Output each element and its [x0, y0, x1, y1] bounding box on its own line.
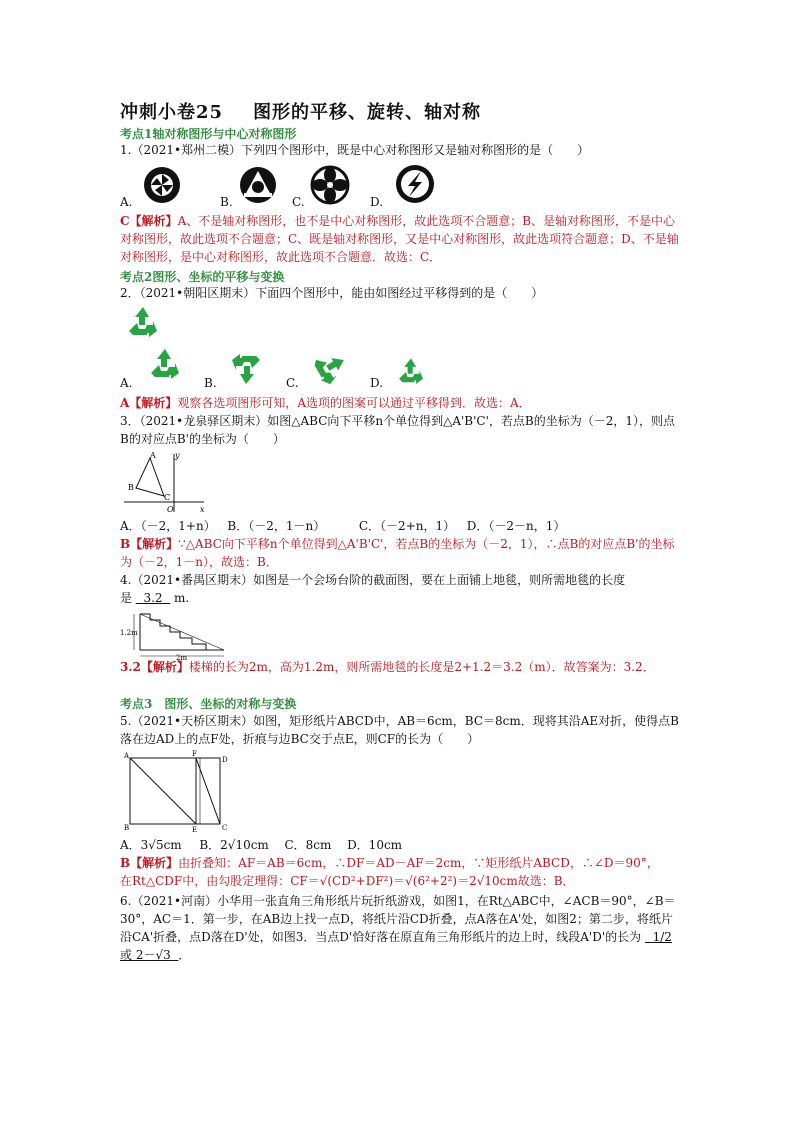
q5-answer-label: B【解析】	[120, 856, 179, 870]
q5-point-b: B	[124, 824, 130, 832]
q5-answer-line-2: 在Rt△CDF中，由勾股定理得：CF＝√(CD²+DF²)＝√(6²+2²)＝2√10cm故选：B．	[120, 874, 575, 888]
q5-point-e: E	[192, 826, 198, 834]
question-3-stem: 3．（2021•龙泉驿区期末）如图△ABC向下平移n个单位得到△A'B'C'，若点B的坐标为（－2，1），则点B的对应点B'的坐标为（ ）	[120, 414, 675, 446]
q5-option-d: D．10cm	[347, 838, 403, 852]
q1-answer-label: C【解析】	[120, 214, 178, 228]
q3-answer-text: ∵△ABC向下平移n个单位得到△A'B'C'，若点B的坐标为（－2，1），∴点B的对应点B'的坐标为（－2，1－n），故选：B．	[120, 537, 675, 569]
question-1-stem: 1.（2021•郑州二模）下列四个图形中，既是中心对称图形又是轴对称图形的是（ ）	[120, 143, 590, 157]
q2-option-c-label: C.	[286, 376, 299, 390]
q5-point-f: F	[192, 750, 197, 758]
q4-answer-text: 楼梯的长为2m，高为1.2m，则所需地毯的长度是2+1.2＝3.2（m）．故答案为：3.2．	[188, 660, 655, 674]
question-5-answer	[120, 854, 680, 890]
q2-original-figure	[129, 307, 157, 337]
q1-option-d-label: D.	[370, 195, 384, 209]
question-4-stem	[120, 571, 680, 607]
q2-option-c-figure	[311, 348, 351, 387]
q4-width-label: 2m	[176, 654, 188, 662]
q3-point-c: C	[164, 493, 171, 502]
q5-point-a: A	[124, 752, 130, 760]
q2-option-b-label: B.	[204, 376, 217, 390]
q3-option-c: C．（－2+n，1）	[358, 519, 456, 533]
q6-stem-text: 6.（2021•河南）小华用一张直角三角形纸片玩折纸游戏，如图1，在Rt△ABC中，∠ACB＝90°，∠B＝30°，AC＝1．第一步，在AB边上找一点D，将纸片沿CD折叠，点A落在A'处，如图2；第二步，将纸片沿CA'折叠，点D落在D'处，如图3．当点D'恰好落在原直角三角形纸片的边上时，线段A'D'的长为	[120, 894, 676, 944]
q6-blank-value: 1/2 或 2－√3	[120, 930, 672, 962]
q2-option-d-label: D.	[370, 376, 384, 390]
q4-answer-label: 3.2【解析】	[120, 660, 189, 674]
q5-option-c: C．8cm	[284, 838, 332, 852]
q1-answer-text: A、不是轴对称图形，也不是中心对称图形，故此选项不合题意；B、是轴对称图形，不是中心对称图形，故此选项不合题意；C、既是轴对称图形，又是中心对称图形，故此选项符合题意；D、不是轴对称图形，是中心对称图形，故此选项不合题意．故选：C．	[120, 214, 679, 264]
question-4-answer	[120, 658, 680, 676]
q3-option-d: D．（－2－n，1）	[466, 519, 566, 533]
q4-blank-value: 3.2	[143, 591, 163, 605]
q2-option-a-label: A.	[120, 376, 133, 390]
q5-answer-line-1: 由折叠知：AF＝AB＝6cm，∴DF＝AD－AF＝2cm，∵矩形纸片ABCD，∴∠D＝90°，	[178, 856, 659, 870]
question-5-stem: 5.（2021•天桥区期末）如图，矩形纸片ABCD中，AB＝6cm，BC＝8cm．现将其沿AE对折，使得点B落在边AD上的点F处，折痕与边BC交于点E，则CF的长为（ ）	[120, 714, 679, 746]
q3-origin: O	[167, 505, 174, 514]
q2-option-d-figure	[399, 358, 423, 384]
question-5-options	[120, 836, 680, 853]
q2-answer-label: A【解析】	[120, 396, 178, 410]
question-3-answer	[120, 535, 680, 571]
section-heading-3: 考点3 图形、坐标的对称与变换	[120, 697, 297, 711]
q5-figure	[120, 752, 230, 832]
section-heading-2: 考点2图形、坐标的平移与变换	[120, 270, 285, 284]
q2-option-a-figure	[151, 349, 179, 379]
paper-label: 冲刺小卷25	[120, 102, 224, 123]
q3-axis-y: y	[175, 451, 180, 460]
question-2-answer	[120, 394, 680, 412]
q3-axis-x: x	[200, 505, 205, 514]
q1-option-c-label: C.	[292, 195, 305, 209]
q3-figure	[120, 450, 210, 516]
q3-point-a: A	[150, 451, 156, 460]
question-2-stem: 2．（2021•朝阳区期末）下面四个图形中，能由如图经过平移得到的是（ ）	[120, 286, 544, 300]
q3-option-b: B．（－2，1－n）	[227, 519, 326, 533]
q4-stem-text: 4.（2021•番禺区期末）如图是一个会场台阶的截面图，要在上面铺上地毯，则所需地毯的长度是	[120, 573, 626, 605]
question-3-options	[120, 517, 680, 534]
q4-height-label: 1.2m	[120, 629, 138, 637]
q4-figure	[120, 610, 230, 660]
q3-option-a: A．（－2，1+n）	[120, 519, 216, 533]
q5-option-b: B．2√10cm	[199, 838, 269, 852]
q3-answer-label: B【解析】	[120, 537, 179, 551]
q4-blank	[136, 591, 170, 605]
q4-stem-unit: m.	[174, 591, 190, 605]
question-6-stem: 6.（2021•河南）小华用一张直角三角形纸片玩折纸游戏，如图1，在Rt△ABC中，∠ACB＝90°，∠B＝30°，AC＝1．第一步，在AB边上找一点D，将纸片沿CD折叠，点A落在A'处，如图2；第二步，将纸片沿CA'折叠，点D落在D'处，如图3．当点D'恰好落在原直角三角形纸片的边上时，线段A'D'的长为 1/2 或 2－√3 ．	[120, 894, 676, 962]
q2-option-b-figure	[232, 354, 260, 384]
q5-option-a: A．3√5cm	[120, 838, 182, 852]
section-heading-1: 考点1轴对称图形与中心对称图形	[120, 127, 297, 141]
q3-point-b: B	[128, 483, 134, 492]
q1-option-a-label: A.	[120, 195, 133, 209]
q5-point-c: C	[222, 824, 228, 832]
q1-option-b-label: B.	[220, 195, 233, 209]
q5-point-d: D	[222, 756, 228, 764]
q2-answer-text: 观察各选项图形可知，A选项的图案可以通过平移得到．故选：A．	[177, 396, 531, 410]
paper-subject: 图形的平移、旋转、轴对称	[253, 102, 482, 123]
q2-figures	[0, 0, 794, 400]
